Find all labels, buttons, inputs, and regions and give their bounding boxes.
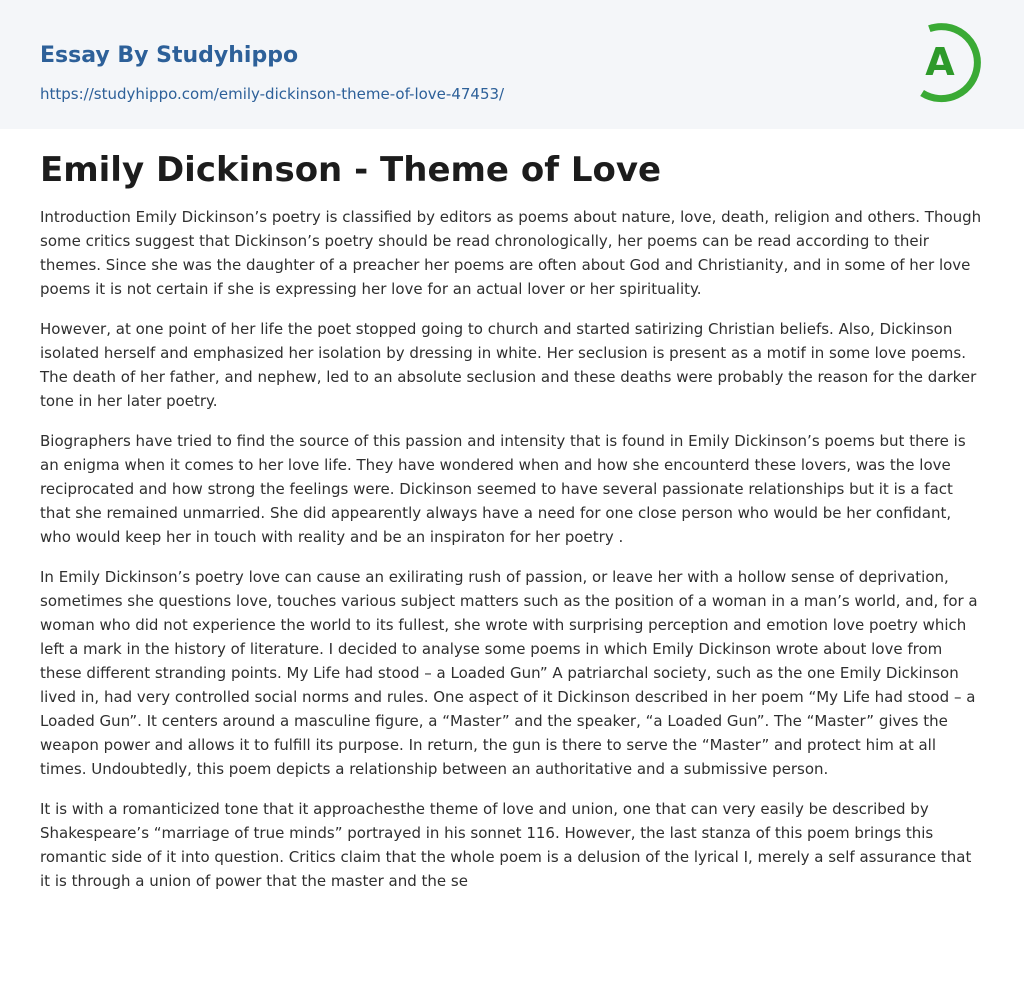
brand-title[interactable]: Essay By Studyhippo [40, 43, 299, 68]
article-paragraph: However, at one point of her life the poet stopped going to church and started satirizing Christian beliefs. Also, Dickinson isolated herself and emphasized her isolation by dressing in white. Her seclusion is present as a motif in some love poems. The death of her father, and nephew, led to an absolute seclusion and these deaths were probably the reason for the darker tone in her later poetry. [40, 320, 977, 410]
article-paragraph: Biographers have tried to find the source of this passion and intensity that is found in Emily Dickinson’s poems but there is an enigma when it comes to her love life. They have wondered when and how she encounterd these lovers, was the love reciprocated and how strong the feelings were. Dickinson seemed to have several passionate relationships but it is a fact that she remained unmarried. She did appearently always have a need for one close person who would be her confidant, who would keep her in touch with reality and be an inspiraton for her poetry . [40, 432, 966, 546]
article-paragraph: Introduction Emily Dickinson’s poetry is classified by editors as poems about nature, love, death, religion and others. Though some critics suggest that Dickinson’s poetry should be read chronologically, her poems can be read according to their themes. Since she was the daughter of a preacher her poems are often about God and Christianity, and in some of her love poems it is not certain if she is expressing her love for an actual lover or her spirituality. [40, 208, 982, 298]
article-title: Emily Dickinson - Theme of Love [40, 150, 662, 190]
article-paragraph: In Emily Dickinson’s poetry love can cause an exilirating rush of passion, or leave her with a hollow sense of deprivation, sometimes she questions love, touches various subject matters such as the position of a woman in a man’s world, and, for a woman who did not experience the world to its fullest, she wrote with surprising perception and emotion love poetry which left a mark in the history of literature. I decided to analyse some poems in which Emily Dickinson wrote about love from these different stranding points. My Life had stood – a Loaded Gun” A patriarchal society, such as the one Emily Dickinson lived in, had very controlled social norms and rules. One aspect of it Dickinson described in her poem “My Life had stood – a Loaded Gun”. It centers around a masculine figure, a “Master” and the speaker, “a Loaded Gun”. The “Master” gives the weapon power and allows it to fulfill its purpose. In return, the gun is there to serve the “Master” and protect him at all times. Undoubtedly, this poem depicts a relationship between an authoritative and a submissive person. [40, 568, 978, 778]
page-url-link[interactable]: https://studyhippo.com/emily-dickinson-theme-of-love-47453/ [40, 85, 505, 103]
article-content [0, 129, 1024, 893]
site-header [0, 0, 1024, 129]
article-paragraph: It is with a romanticized tone that it approachesthe theme of love and union, one that can very easily be described by Shakespeare’s “marriage of true minds” portrayed in his sonnet 116. However, the last stanza of this poem brings this romantic side of it into question. Critics claim that the whole poem is a delusion of the lyrical I, merely a self assurance that it is through a union of power that the master and the se [40, 800, 972, 890]
logo-letter: A [925, 40, 955, 84]
studyhippo-logo-icon[interactable] [909, 17, 989, 107]
